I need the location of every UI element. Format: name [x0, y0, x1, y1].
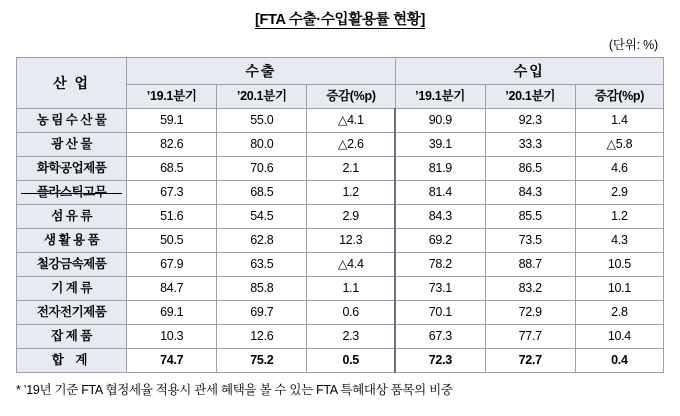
- cell-export-2019: 59.1: [127, 109, 217, 133]
- cell-import-change: 1.2: [575, 205, 663, 229]
- table-body: [17, 109, 664, 373]
- row-category-label: 플라스틱고무: [36, 185, 107, 199]
- cell-import-2019: 84.3: [395, 205, 485, 229]
- cell-export-2020: 63.5: [217, 253, 307, 277]
- cell-export-2019: 51.6: [127, 205, 217, 229]
- cell-export-change: △2.6: [307, 133, 395, 157]
- cell-import-2019: 39.1: [395, 133, 485, 157]
- cell-export-change: 2.3: [307, 325, 395, 349]
- cell-import-2019: 90.9: [395, 109, 485, 133]
- cell-import-2019-total: 72.3: [395, 349, 485, 373]
- table-row: [17, 325, 664, 349]
- cell-export-2019-total: 74.7: [127, 349, 217, 373]
- cell-export-change: △4.4: [307, 253, 395, 277]
- cell-export-2019: 84.7: [127, 277, 217, 301]
- row-category: [17, 181, 127, 205]
- cell-export-2020: 80.0: [217, 133, 307, 157]
- cell-export-change: 1.1: [307, 277, 395, 301]
- header-export-change: 증감(%p): [307, 85, 395, 109]
- table-row: [17, 133, 664, 157]
- table-row: [17, 253, 664, 277]
- cell-export-change: 12.3: [307, 229, 395, 253]
- unit-note-container: [0, 35, 680, 54]
- table-total-row: [17, 349, 664, 373]
- header-export-group: 수출: [127, 58, 395, 85]
- table-row: [17, 301, 664, 325]
- cell-export-2019: 82.6: [127, 133, 217, 157]
- cell-import-2019: 81.9: [395, 157, 485, 181]
- cell-export-change: 0.6: [307, 301, 395, 325]
- cell-export-2020: 68.5: [217, 181, 307, 205]
- cell-import-2020: 77.7: [485, 325, 575, 349]
- row-category: 잡 제 품: [17, 325, 127, 349]
- cell-export-2020: 70.6: [217, 157, 307, 181]
- cell-import-change-total: 0.4: [575, 349, 663, 373]
- cell-import-2020: 73.5: [485, 229, 575, 253]
- cell-import-change: 1.4: [575, 109, 663, 133]
- cell-import-2020: 88.7: [485, 253, 575, 277]
- cell-import-2019: 70.1: [395, 301, 485, 325]
- table-header-row-groups: [17, 58, 664, 85]
- table-row: [17, 109, 664, 133]
- cell-import-change: 10.4: [575, 325, 663, 349]
- cell-import-2019: 78.2: [395, 253, 485, 277]
- cell-import-2020: 85.5: [485, 205, 575, 229]
- cell-import-change: 2.8: [575, 301, 663, 325]
- row-category: 농 림 수 산 물: [17, 109, 127, 133]
- cell-import-change: 10.5: [575, 253, 663, 277]
- cell-import-change: △5.8: [575, 133, 663, 157]
- row-category: 광 산 물: [17, 133, 127, 157]
- cell-export-change: 1.2: [307, 181, 395, 205]
- cell-export-2019: 10.3: [127, 325, 217, 349]
- row-category: 철강금속제품: [17, 253, 127, 277]
- cell-import-2019: 73.1: [395, 277, 485, 301]
- cell-export-2019: 67.3: [127, 181, 217, 205]
- cell-export-2020: 85.8: [217, 277, 307, 301]
- header-import-q1-2019: ’19.1분기: [395, 85, 485, 109]
- cell-import-2019: 81.4: [395, 181, 485, 205]
- cell-import-2019: 69.2: [395, 229, 485, 253]
- table-head: [17, 58, 664, 109]
- title-container: [0, 8, 680, 29]
- header-import-change: 증감(%p): [575, 85, 663, 109]
- row-category: 섬 유 류: [17, 205, 127, 229]
- cell-export-2020-total: 75.2: [217, 349, 307, 373]
- row-category: 전자전기제품: [17, 301, 127, 325]
- strikethrough-mark: [21, 193, 122, 194]
- fta-utilization-table: [16, 57, 664, 373]
- cell-export-2019: 68.5: [127, 157, 217, 181]
- cell-import-2020: 33.3: [485, 133, 575, 157]
- table-row: [17, 205, 664, 229]
- cell-export-change: 2.1: [307, 157, 395, 181]
- cell-import-change: 10.1: [575, 277, 663, 301]
- cell-export-2020: 55.0: [217, 109, 307, 133]
- cell-import-2020-total: 72.7: [485, 349, 575, 373]
- cell-import-change: 4.3: [575, 229, 663, 253]
- table-row: [17, 157, 664, 181]
- cell-export-2020: 12.6: [217, 325, 307, 349]
- header-export-q1-2020: ’20.1분기: [217, 85, 307, 109]
- header-category: 산 업: [17, 58, 127, 109]
- table-row: [17, 277, 664, 301]
- cell-import-2020: 84.3: [485, 181, 575, 205]
- header-export-q1-2019: ’19.1분기: [127, 85, 217, 109]
- table-row: [17, 229, 664, 253]
- row-category: 기 계 류: [17, 277, 127, 301]
- cell-import-change: 2.9: [575, 181, 663, 205]
- cell-export-2020: 69.7: [217, 301, 307, 325]
- row-category-total: 합 계: [17, 349, 127, 373]
- header-import-q1-2020: ’20.1분기: [485, 85, 575, 109]
- cell-import-2019: 67.3: [395, 325, 485, 349]
- unit-note: (단위: %): [608, 38, 658, 52]
- row-category: 생 활 용 품: [17, 229, 127, 253]
- footnote: * ’19년 기준 FTA 협정세율 적용시 관세 혜택을 볼 수 있는 FTA 특혜대상 품목의 비중: [16, 383, 453, 397]
- cell-export-change-total: 0.5: [307, 349, 395, 373]
- cell-import-2020: 86.5: [485, 157, 575, 181]
- cell-import-2020: 92.3: [485, 109, 575, 133]
- cell-import-change: 4.6: [575, 157, 663, 181]
- cell-export-2020: 54.5: [217, 205, 307, 229]
- cell-import-2020: 72.9: [485, 301, 575, 325]
- cell-export-2019: 69.1: [127, 301, 217, 325]
- cell-export-2019: 50.5: [127, 229, 217, 253]
- cell-import-2020: 83.2: [485, 277, 575, 301]
- row-category: 화학공업제품: [17, 157, 127, 181]
- cell-export-change: 2.9: [307, 205, 395, 229]
- document-page: [0, 8, 680, 416]
- cell-export-2020: 62.8: [217, 229, 307, 253]
- cell-export-2019: 67.9: [127, 253, 217, 277]
- page-title: [FTA 수출·수입활용률 현황]: [254, 12, 426, 28]
- table-row: [17, 181, 664, 205]
- header-import-group: 수입: [395, 58, 663, 85]
- cell-export-change: △4.1: [307, 109, 395, 133]
